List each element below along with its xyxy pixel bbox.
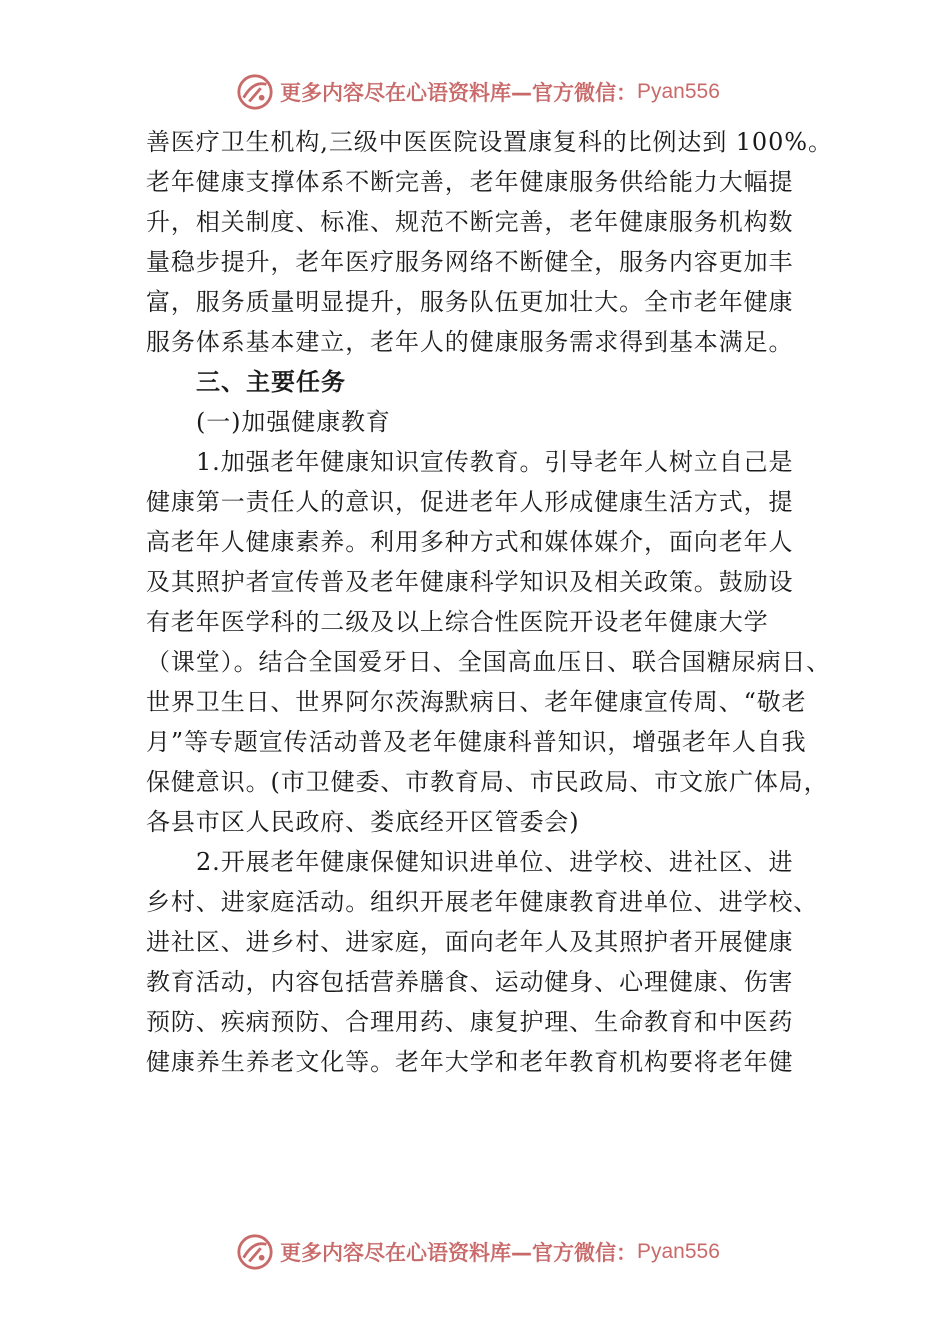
watermark-text: 更多内容尽在心语资料库—官方微信： <box>280 1241 637 1265</box>
text-line: 月”等专题宣传活动普及老年健康科普知识，增强老年人自我 <box>146 728 807 756</box>
text-line: 2.开展老年健康保健知识进单位、进学校、进社区、进 <box>196 848 794 876</box>
document-body <box>146 122 836 1082</box>
text-line: 预防、疾病预防、合理用药、康复护理、生命教育和中医药 <box>146 1008 794 1036</box>
section-heading: 三、主要任务 <box>196 368 346 396</box>
text-line: 各县市区人民政府、娄底经开区管委会) <box>146 808 580 836</box>
text-line: （课堂）。结合全国爱牙日、全国高血压日、联合国糖尿病日、 <box>146 648 832 676</box>
text-line: 及其照护者宣传普及老年健康科学知识及相关政策。鼓励设 <box>146 568 794 596</box>
watermark-wechat-id: Pyan556 <box>637 1240 720 1263</box>
logo-icon <box>236 73 274 111</box>
footer-watermark <box>236 1232 736 1272</box>
text-line: 升，相关制度、标准、规范不断完善，老年健康服务机构数 <box>146 208 794 236</box>
text-line: 有老年医学科的二级及以上综合性医院开设老年健康大学 <box>146 608 769 636</box>
text-line: 善医疗卫生机构,三级中医医院设置康复科的比例达到 100%。 <box>146 128 833 156</box>
text-line: 教育活动，内容包括营养膳食、运动健身、心理健康、伤害 <box>146 968 794 996</box>
logo-icon <box>236 1233 274 1271</box>
text-line: 进社区、进乡村、进家庭，面向老年人及其照护者开展健康 <box>146 928 794 956</box>
text-line: 服务体系基本建立，老年人的健康服务需求得到基本满足。 <box>146 328 794 356</box>
text-line: 保健意识。(市卫健委、市教育局、市民政局、市文旅广体局， <box>146 768 829 796</box>
text-line: 健康第一责任人的意识，促进老年人形成健康生活方式，提 <box>146 488 794 516</box>
watermark-wechat-id: Pyan556 <box>637 80 720 103</box>
text-line: 高老年人健康素养。利用多种方式和媒体媒介，面向老年人 <box>146 528 794 556</box>
text-line: 乡村、进家庭活动。组织开展老年健康教育进单位、进学校、 <box>146 888 819 916</box>
text-line: 量稳步提升，老年医疗服务网络不断健全，服务内容更加丰 <box>146 248 794 276</box>
watermark-text: 更多内容尽在心语资料库—官方微信： <box>280 81 637 105</box>
text-line: 富，服务质量明显提升，服务队伍更加壮大。全市老年健康 <box>146 288 794 316</box>
text-line: 老年健康支撑体系不断完善，老年健康服务供给能力大幅提 <box>146 168 794 196</box>
text-line: (一)加强健康教育 <box>196 408 391 436</box>
text-line: 健康养生养老文化等。老年大学和老年教育机构要将老年健 <box>146 1048 794 1076</box>
header-watermark <box>236 72 736 112</box>
text-line: 世界卫生日、世界阿尔茨海默病日、老年健康宣传周、“敬老 <box>146 688 807 716</box>
text-line: 1.加强老年健康知识宣传教育。引导老年人树立自己是 <box>196 448 794 476</box>
